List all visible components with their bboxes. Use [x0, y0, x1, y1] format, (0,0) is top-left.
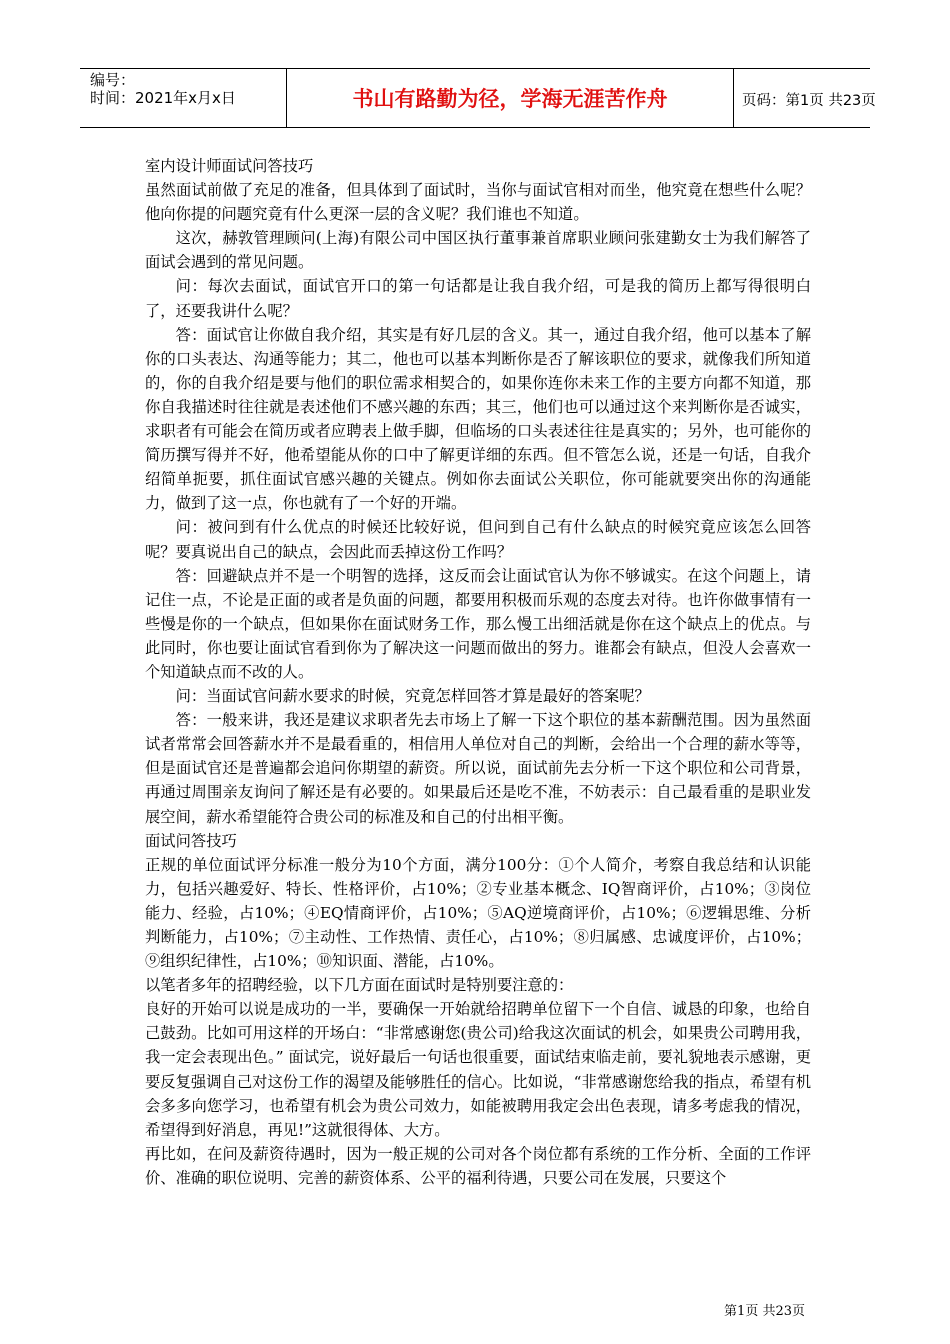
paragraph: 正规的单位面试评分标准一般分为10个方面，满分100分：①个人简介，考察自我总结和认识能力，包括兴趣爱好、特长、性格评价，占10%；②专业基本概念、IQ智商评价，占10%；③岗位能力、经验，占10%；④EQ情商评价，占10%；⑤AQ逆境商评价，占10%；⑥逻辑思维、分析判断能力，占10%；⑦主动性、工作热情、责任心，占10%；⑧归属感、忠诚度评价，占10%；⑨组织纪律性，占10%；⑩知识面、潜能，占10%。: [145, 855, 811, 971]
paragraph: 再比如，在问及薪资待遇时，因为一般正规的公司对各个岗位都有系统的工作分析、全面的工作评价、准确的职位说明、完善的薪资体系、公平的福利待遇，只要公司在发展，只要这个: [145, 1144, 811, 1187]
document-time-label: 时间：2021年x月x日: [90, 89, 236, 107]
paragraph: 虽然面试前做了充足的准备，但具体到了面试时，当你与面试官相对而坐，他究竟在想些什么呢？他向你提的问题究竟有什么更深一层的含义呢？我们谁也不知道。: [145, 181, 811, 224]
page-header: [80, 68, 876, 128]
paragraph: 这次，赫敦管理顾问(上海)有限公司中国区执行董事兼首席职业顾问张建勤女士为我们解答了面试会遇到的常见问题。: [145, 229, 811, 272]
doc-title: 室内设计师面试问答技巧: [145, 157, 314, 175]
question-paragraph: 问：当面试官问薪水要求的时候，究竟怎样回答才算是最好的答案呢？: [175, 687, 650, 706]
paragraph: 良好的开始可以说是成功的一半，要确保一开始就给招聘单位留下一个自信、诚恳的印象，也给自己鼓劲。比如可用这样的开场白：“非常感谢您(贵公司)给我这次面试的机会，如果贵公司聘用我，我一定会表现出色。” 面试完，说好最后一句话也很重要，面试结束临走前，要礼貌地表示感谢，更要反复强调自己对这份工作的渴望及能够胜任的信心。比如说，“非常感谢您给我的指点，希望有机会多多向您学习，也希望有机会为贵公司效力，如能被聘用我定会出色表现，请多考虑我的情况，希望得到好消息，再见!”这就很得体、大方。: [145, 1000, 811, 1139]
paragraph: 以笔者多年的招聘经验，以下几方面在面试时是特别要注意的：: [145, 976, 574, 995]
answer-paragraph: 答：面试官让你做自我介绍，其实是有好几层的含义。其一，通过自我介绍，他可以基本了解你的口头表达、沟通等能力；其二，他也可以基本判断你是否了解该职位的要求，就像我们所知道的，你的自我介绍是要与他们的职位需求相契合的，如果你连你未来工作的主要方向都不知道，那你自我描述时往往就是表述他们不感兴趣的东西；其三，他们也可以通过这个来判断你是否诚实，求职者有可能会在简历或者应聘表上做手脚，但临场的口头表述往往是真实的；另外，也可能你的简历撰写得并不好，他希望能从你的口中了解更详细的东西。但不管怎么说，还是一句话，自我介绍简单扼要，抓住面试官感兴趣的关键点。例如你去面试公关职位，你可能就要突出你的沟通能力，做到了这一点，你也就有了一个好的开端。: [145, 325, 811, 513]
document-code-label: 编号：: [90, 71, 136, 89]
question-paragraph: 问：被问到有什么优点的时候还比较好说，但问到自己有什么缺点的时候究竟应该怎么回答呢？要真说出自己的缺点，会因此而丢掉这份工作吗？: [145, 518, 811, 561]
header-motto: 书山有路勤为径，学海无涯苦作舟: [286, 69, 734, 127]
question-paragraph: 问：每次去面试，面试官开口的第一句话都是让我自我介绍，可是我的简历上都写得很明白了，还要我讲什么呢？: [145, 277, 811, 320]
header-meta: [90, 71, 236, 107]
header-page-info: 页码：第1页 共23页: [742, 93, 876, 109]
answer-paragraph: 答：回避缺点并不是一个明智的选择，这反而会让面试官认为你不够诚实。在这个问题上，请记住一点，不论是正面的或者是负面的问题，都要用积极而乐观的态度去对待。也许你做事情有一些慢是你的一个缺点，但如果你在面试财务工作，那么慢工出细活就是你在这个缺点上的优点。与此同时，你也要让面试官看到你为了解决这一问题而做出的努力。谁都会有缺点，但没人会喜欢一个知道缺点而不改的人。: [145, 566, 811, 681]
document-body: [145, 154, 811, 1190]
section-title: 面试问答技巧: [145, 831, 237, 850]
answer-paragraph: 答：一般来讲，我还是建议求职者先去市场上了解一下这个职位的基本薪酬范围。因为虽然面试者常常会回答薪水并不是最看重的，相信用人单位对自己的判断，会给出一个合理的薪水等等，但是面试官还是普遍都会追问你期望的薪资。所以说，面试前先去分析一下这个职位和公司背景，再通过周围亲友询问了解还是有必要的。如果最后还是吃不准，不妨表示：自己最看重的是职业发展空间，薪水希望能符合贵公司的标准及和自己的付出相平衡。: [145, 711, 811, 826]
page-footer: 第1页 共23页: [724, 1304, 805, 1319]
